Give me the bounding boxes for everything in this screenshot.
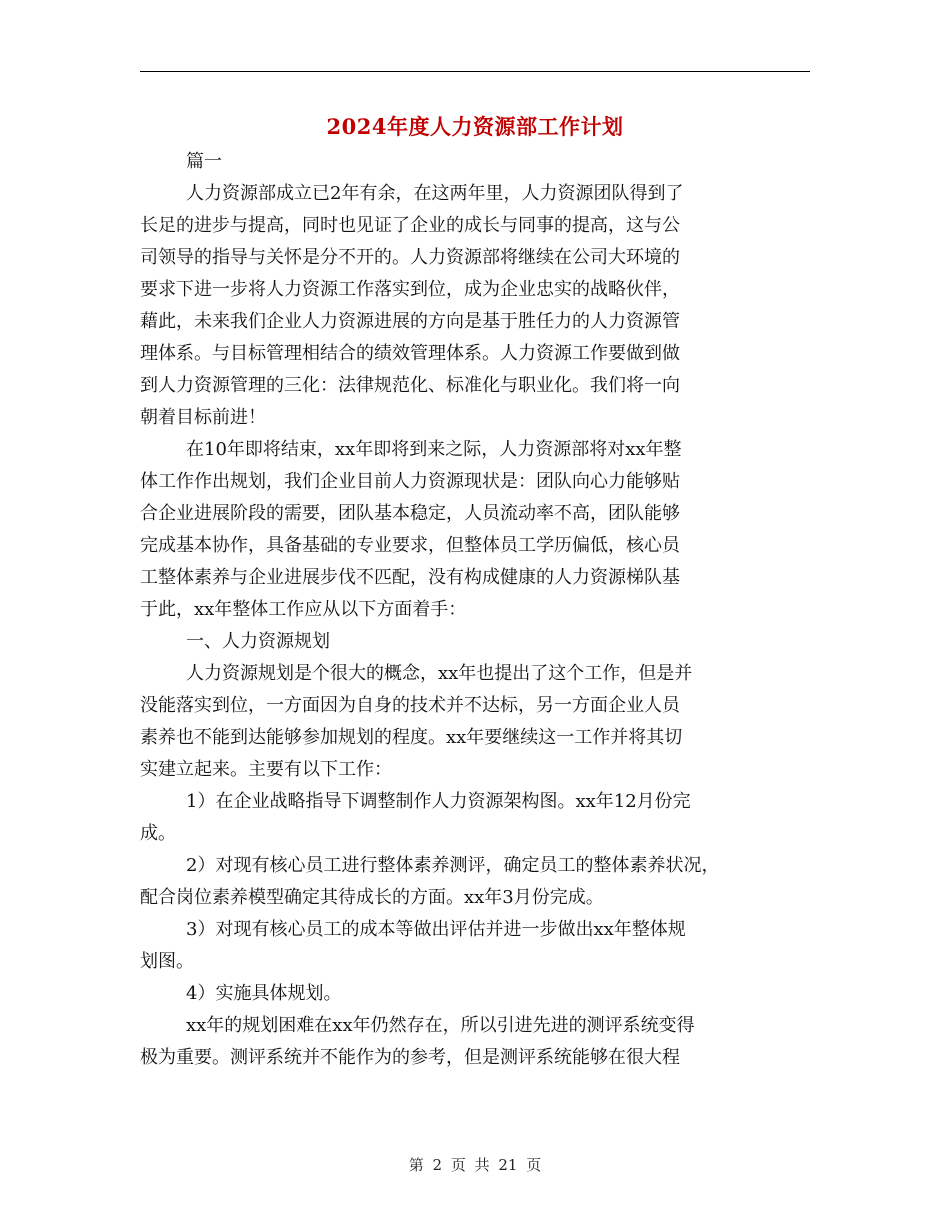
paragraph-line: 理体系。与目标管理相结合的绩效管理体系。人力资源工作要做到做 bbox=[140, 343, 680, 364]
paragraph-line: 朝着目标前进！ bbox=[140, 407, 266, 428]
paragraph-line: 要求下进一步将人力资源工作落实到位，成为企业忠实的战略伙伴， bbox=[140, 279, 680, 300]
document-title: 2024年度人力资源部工作计划 bbox=[326, 114, 624, 139]
paragraph-line: 完成基本协作，具备基础的专业要求，但整体员工学历偏低，核心员 bbox=[140, 535, 680, 556]
list-item-line: 划图。 bbox=[140, 951, 194, 972]
paragraph-line: xx年的规划困难在xx年仍然存在，所以引进先进的测评系统变得 bbox=[186, 1015, 695, 1036]
page-number-footer: 第 2 页 共 21 页 bbox=[408, 1156, 542, 1174]
paragraph-line: 长足的进步与提高，同时也见证了企业的成长与同事的提高，这与公 bbox=[140, 215, 680, 236]
list-item-line: 4）实施具体规划。 bbox=[186, 983, 342, 1004]
list-item-line: 1）在企业战略指导下调整制作人力资源架构图。xx年12月份完 bbox=[186, 791, 691, 812]
paragraph-line: 于此，xx年整体工作应从以下方面着手： bbox=[140, 599, 467, 620]
paragraph-line: 人力资源规划是个很大的概念，xx年也提出了这个工作，但是并 bbox=[186, 663, 693, 684]
paragraph-line: 在10年即将结束，xx年即将到来之际，人力资源部将对xx年整 bbox=[186, 439, 682, 460]
paragraph-line: 素养也不能到达能够参加规划的程度。xx年要继续这一工作并将其切 bbox=[140, 727, 683, 748]
list-item-line: 成。 bbox=[140, 823, 176, 844]
paragraph-line: 合企业进展阶段的需要，团队基本稳定，人员流动率不高，团队能够 bbox=[140, 503, 680, 524]
paragraph-line: 人力资源部成立已2年有余，在这两年里，人力资源团队得到了 bbox=[186, 183, 684, 204]
paragraph-line: 到人力资源管理的三化：法律规范化、标准化与职业化。我们将一向 bbox=[140, 375, 680, 396]
section-heading: 一、人力资源规划 bbox=[186, 631, 330, 652]
paragraph-line: 极为重要。测评系统并不能作为的参考，但是测评系统能够在很大程 bbox=[140, 1047, 680, 1068]
paragraph-line: 实建立起来。主要有以下工作： bbox=[140, 759, 392, 780]
paragraph-line: 藉此，未来我们企业人力资源进展的方向是基于胜任力的人力资源管 bbox=[140, 311, 680, 332]
paragraph-line: 篇一 bbox=[186, 151, 222, 172]
paragraph-line: 司领导的指导与关怀是分不开的。人力资源部将继续在公司大环境的 bbox=[140, 247, 680, 268]
list-item-line: 配合岗位素养模型确定其待成长的方面。xx年3月份完成。 bbox=[140, 887, 604, 908]
paragraph-line: 没能落实到位，一方面因为自身的技术并不达标，另一方面企业人员 bbox=[140, 695, 680, 716]
list-item-line: 3）对现有核心员工的成本等做出评估并进一步做出xx年整体规 bbox=[186, 919, 686, 940]
paragraph-line: 工整体素养与企业进展步伐不匹配，没有构成健康的人力资源梯队基 bbox=[140, 567, 680, 588]
list-item-line: 2）对现有核心员工进行整体素养测评，确定员工的整体素养状况， bbox=[186, 855, 720, 876]
paragraph-line: 体工作作出规划，我们企业目前人力资源现状是：团队向心力能够贴 bbox=[140, 471, 680, 492]
